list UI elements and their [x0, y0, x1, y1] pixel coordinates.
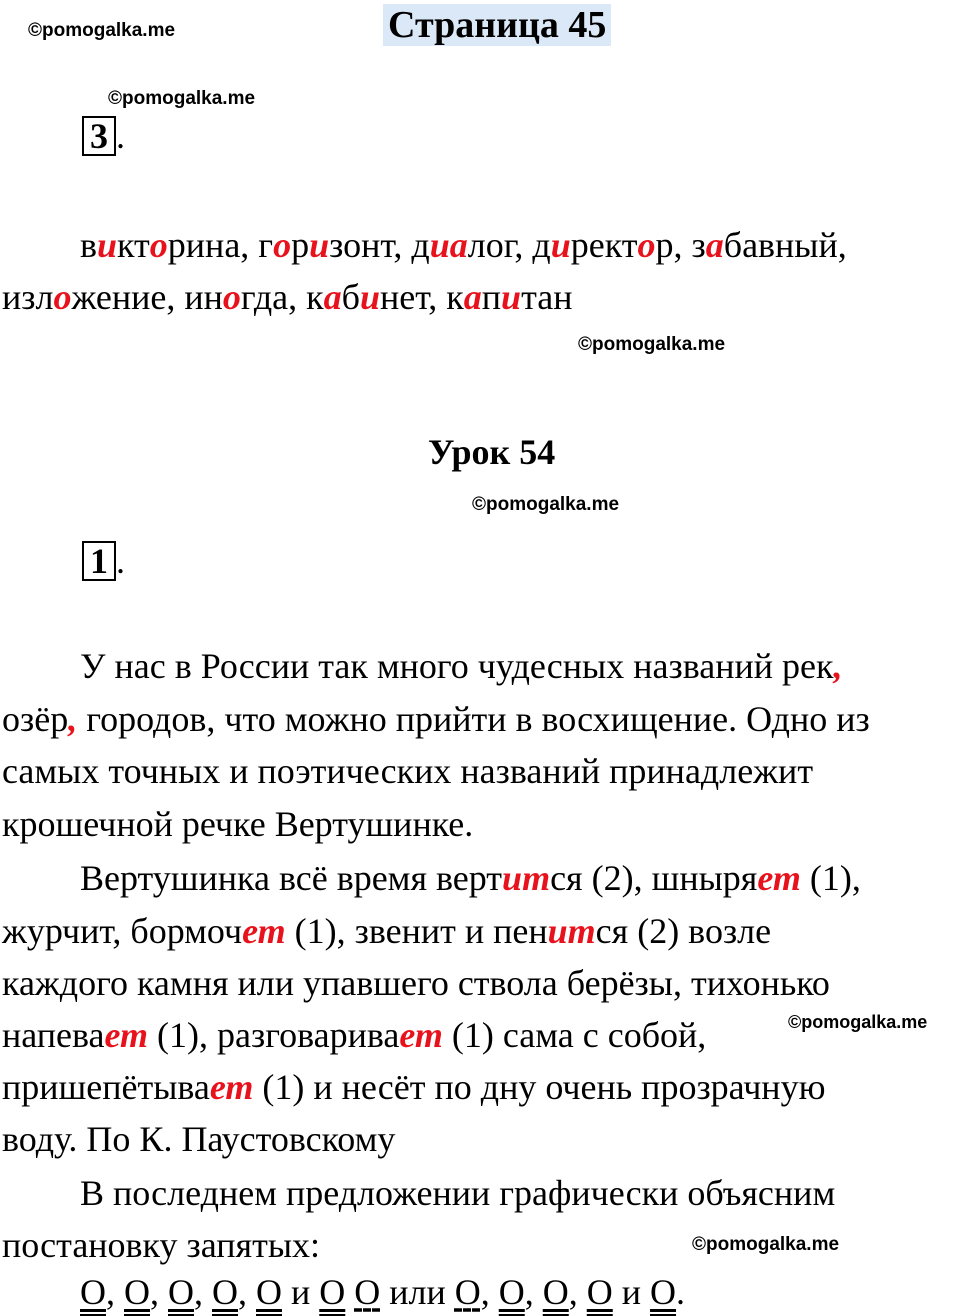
text-run: тан	[521, 277, 573, 317]
text-run: каждого камня или упавшего ствола берёзы, тихонько	[2, 963, 830, 1003]
watermark: ©pomogalka.me	[692, 1234, 840, 1255]
task-1-label	[82, 541, 125, 581]
highlighted-text: и	[359, 277, 380, 317]
text-line	[2, 798, 960, 851]
text-run: В последнем предложении графически объясним	[80, 1173, 836, 1213]
text-run: п	[481, 277, 502, 317]
words-line-2	[2, 271, 960, 324]
text-run: (1),	[800, 858, 861, 898]
highlighted-text: и	[501, 277, 522, 317]
subject-symbol: О	[354, 1272, 381, 1312]
highlighted-text: а	[463, 277, 482, 317]
text-run: в	[80, 225, 97, 265]
task-number-box: 3	[82, 116, 116, 156]
text-run: и	[612, 1272, 651, 1312]
text-run: ,	[194, 1272, 212, 1312]
text-run: (1) сама с собой,	[442, 1015, 707, 1055]
text-run: ,	[524, 1272, 543, 1312]
text-run: самых точных и поэтических названий принадлежит	[2, 751, 814, 791]
highlighted-text: о	[222, 277, 241, 317]
highlighted-text: ет	[757, 858, 801, 898]
text-run: р, з	[655, 225, 706, 265]
text-run: ,	[238, 1272, 256, 1312]
highlighted-text: ,	[833, 646, 843, 686]
text-run: напева	[2, 1015, 105, 1055]
text-run: ,	[150, 1272, 168, 1312]
text-line	[2, 640, 960, 693]
highlighted-text: и	[550, 225, 571, 265]
text-run: Вертушинка всё время верт	[80, 858, 503, 898]
text-run: или	[380, 1272, 455, 1312]
text-run: крошечной речке Вертушинке.	[2, 804, 474, 844]
text-run: ,	[106, 1272, 124, 1312]
highlighted-text: иа	[429, 225, 468, 265]
text-run: р	[291, 225, 310, 265]
subject-symbol: О	[454, 1272, 481, 1312]
watermark: ©pomogalka.me	[788, 1012, 928, 1032]
watermark: ©pomogalka.me	[578, 334, 726, 355]
page-title: Страница 45	[383, 4, 611, 46]
text-run: .	[676, 1272, 686, 1312]
text-run: (1), звенит и пен	[285, 911, 548, 951]
text-run: кт	[117, 225, 150, 265]
task-3-label	[82, 116, 125, 156]
watermark: ©pomogalka.me	[472, 494, 620, 515]
text-run: гда, к	[240, 277, 324, 317]
text-line	[2, 957, 960, 1010]
text-run: пришепётыва	[2, 1067, 210, 1107]
lesson-title: Урок 54	[428, 432, 556, 472]
highlighted-text: ет	[104, 1015, 149, 1055]
watermark: ©pomogalka.me	[28, 20, 176, 41]
task-number-dot: .	[116, 116, 125, 156]
predicate-symbol: О	[168, 1272, 194, 1312]
predicate-symbol: О	[256, 1272, 282, 1312]
text-run: нет, к	[380, 277, 464, 317]
text-line	[2, 1113, 960, 1166]
text-run: жение, ин	[71, 277, 223, 317]
highlighted-text: и	[309, 225, 330, 265]
predicate-symbol: О	[80, 1272, 106, 1312]
text-run: ся (2), шныря	[550, 858, 758, 898]
highlighted-text: о	[149, 225, 168, 265]
text-run	[345, 1272, 354, 1312]
text-line	[2, 693, 960, 746]
text-line	[2, 905, 960, 958]
text-line	[2, 852, 960, 905]
text-run: ся (2) возле	[595, 911, 772, 951]
text-line	[2, 1167, 960, 1220]
task-number-box: 1	[82, 541, 116, 581]
highlighted-text: ет	[242, 911, 286, 951]
comma-scheme	[80, 1272, 685, 1312]
text-run: и	[282, 1272, 320, 1312]
predicate-symbol: О	[212, 1272, 238, 1312]
text-run: журчит, бормоч	[2, 911, 243, 951]
watermark: ©pomogalka.me	[108, 88, 256, 109]
text-line	[2, 745, 960, 798]
text-run: ,	[568, 1272, 587, 1312]
highlighted-text: о	[53, 277, 72, 317]
highlighted-text: а	[705, 225, 724, 265]
predicate-symbol: О	[542, 1272, 569, 1312]
highlighted-text: ит	[547, 911, 596, 951]
highlighted-text: и	[97, 225, 118, 265]
highlighted-text: ит	[502, 858, 551, 898]
text-run: озёр	[2, 699, 69, 739]
text-run: ,	[480, 1272, 499, 1312]
predicate-symbol: О	[498, 1272, 525, 1312]
highlighted-text: ет	[399, 1015, 443, 1055]
text-run: лог, д	[467, 225, 551, 265]
task-number-dot: .	[116, 541, 125, 581]
predicate-symbol: О	[650, 1272, 677, 1312]
text-run: б	[341, 277, 360, 317]
predicate-symbol: О	[319, 1272, 346, 1312]
highlighted-text: о	[273, 225, 292, 265]
text-run: У нас в России так много чудесных названий рек	[80, 646, 834, 686]
highlighted-text: о	[637, 225, 656, 265]
text-line	[2, 1061, 960, 1114]
words-line-1	[2, 219, 960, 272]
text-run: (1) и несёт по дну очень прозрачную	[253, 1067, 826, 1107]
text-run: воду. По К. Паустовскому	[2, 1119, 396, 1159]
text-run: изл	[2, 277, 54, 317]
highlighted-text: ,	[68, 699, 78, 739]
text-run: зонт, д	[329, 225, 430, 265]
predicate-symbol: О	[586, 1272, 613, 1312]
text-run: рина, г	[167, 225, 274, 265]
highlighted-text: а	[323, 277, 342, 317]
text-run: постановку запятых:	[2, 1225, 321, 1265]
text-run: городов, что можно прийти в восхищение. Одно из	[77, 699, 870, 739]
text-run: (1), разговарива	[148, 1015, 400, 1055]
predicate-symbol: О	[124, 1272, 150, 1312]
text-run: рект	[570, 225, 638, 265]
text-run: бавный,	[723, 225, 847, 265]
highlighted-text: ет	[209, 1067, 254, 1107]
